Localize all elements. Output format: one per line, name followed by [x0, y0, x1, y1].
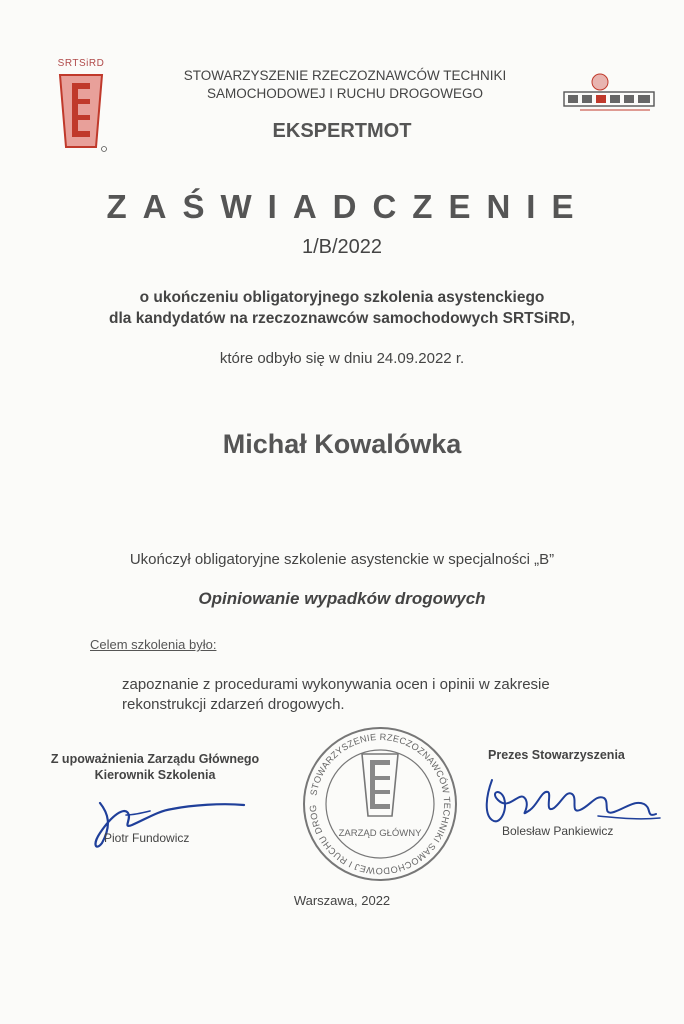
purpose-line2: rekonstrukcji zdarzeń drogowych.	[122, 696, 345, 713]
certificate-title: ZAŚWIADCZENIE	[106, 188, 590, 225]
organization-name-line1: STOWARZYSZENIE RZECZOZNAWCÓW TECHNIKI	[183, 68, 507, 83]
specialty-name: Opiniowanie wypadków drogowych	[198, 589, 486, 608]
description-line1: o ukończeniu obligatoryjnego szkolenia asystenckiego	[139, 289, 545, 306]
certificate-number: 1/B/2022	[301, 236, 383, 258]
recipient-name: Michał Kowalówka	[222, 429, 462, 459]
official-seal	[300, 724, 460, 884]
organization-name-line2: SAMOCHODOWEJ I RUCHU DROGOWEGO	[207, 86, 483, 101]
authorization-line1: Z upoważnienia Zarządu Głównego	[50, 752, 260, 766]
training-date-line: które odbyło się w dniu 24.09.2022 r.	[219, 350, 465, 367]
signer-name-left: Piotr Fundowicz	[104, 831, 190, 845]
seal-outer-text: STOWARZYSZENIE RZECZOZNAWCÓW TECHNIKI SAMOCHODOWEJ I RUCHU DROG	[307, 731, 453, 877]
signer-name-right: Bolesław Pankiewicz	[502, 824, 614, 838]
completion-statement: Ukończył obligatoryjne szkolenie asystenckie w specjalności „B”	[129, 551, 555, 568]
fiea-emblem-icon	[560, 72, 660, 116]
purpose-label: Celem szkolenia było:	[90, 637, 217, 652]
logo-left-label: SRTSiRD	[57, 58, 105, 69]
place-and-date: Warszawa, 2022	[293, 893, 391, 908]
description-line2: dla kandydatów na rzeczoznawców samochodowych SRTSiRD,	[109, 310, 575, 327]
program-name: EKSPERTMOT	[272, 120, 412, 142]
authorization-line2: Kierownik Szkolenia	[94, 768, 216, 782]
handwritten-signature-right	[478, 770, 668, 830]
purpose-line1: zapoznanie z procedurami wykonywania ocen i opinii w zakresie	[122, 676, 550, 693]
seal-inner-text: ZARZĄD GŁÓWNY	[338, 828, 422, 839]
president-title: Prezes Stowarzyszenia	[488, 748, 625, 762]
fiea-logo	[560, 72, 660, 116]
